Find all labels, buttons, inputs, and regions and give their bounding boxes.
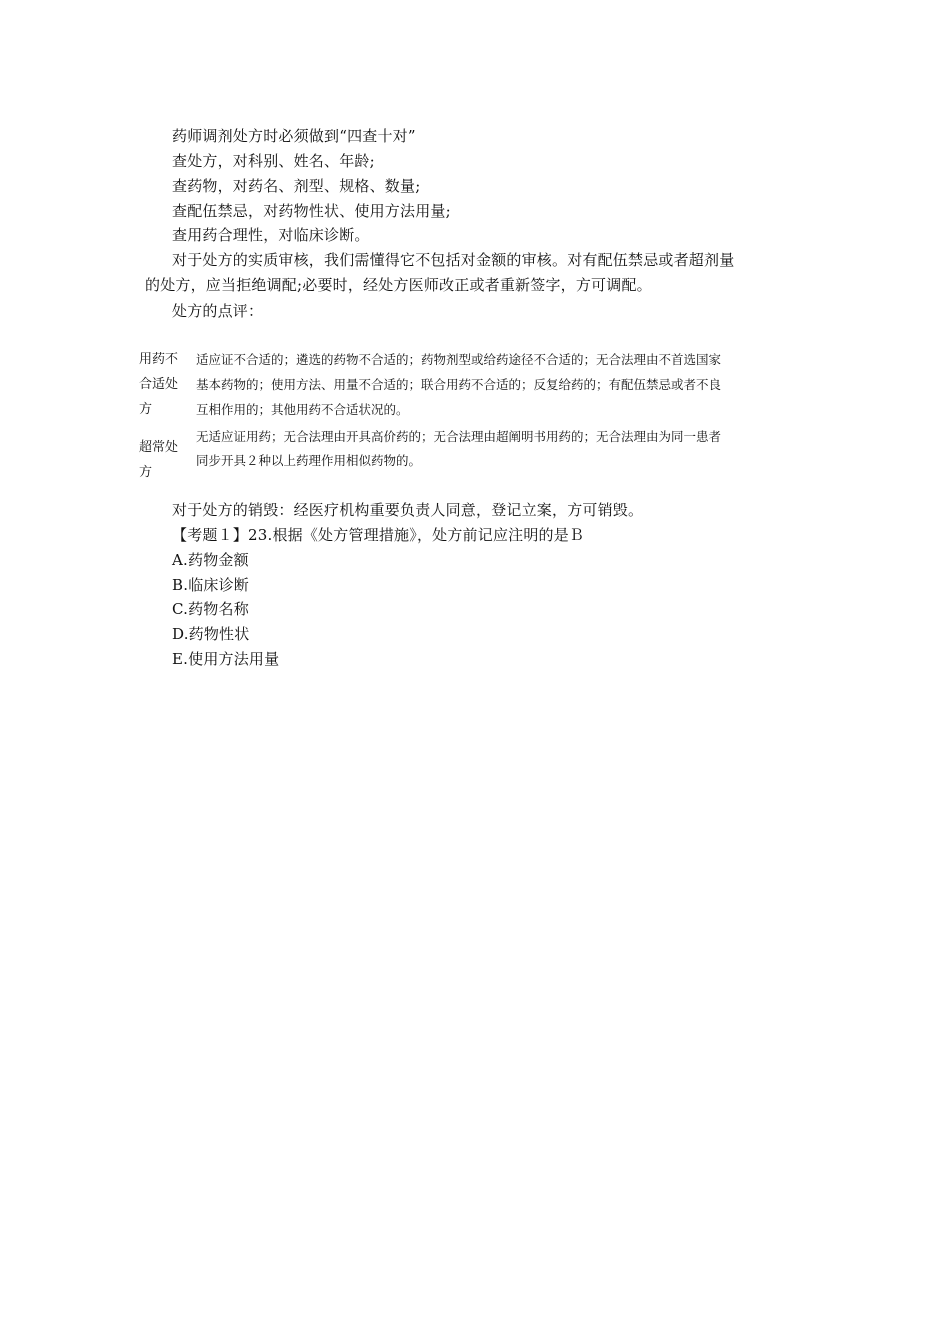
table-row-head: 合适处: [139, 377, 179, 392]
question-option: E.使用方法用量: [172, 650, 280, 668]
table-row-body: 同步开具２种以上药理作用相似药物的。: [196, 453, 422, 468]
intro-item: 查用药合理性，对临床诊断。: [172, 226, 370, 244]
table-row-head: 用药不: [139, 352, 179, 367]
review-paragraph-line: 的处方，应当拒绝调配;必要时，经处方医师改正或者重新签字，方可调配。: [145, 276, 652, 294]
question-option: D.药物性状: [172, 625, 250, 643]
table-row-head: 方: [139, 465, 153, 480]
intro-item: 查药物，对药名、剂型、规格、数量;: [172, 177, 421, 195]
question-option: C.药物名称: [172, 600, 249, 618]
destroy-paragraph: 对于处方的销毁：经医疗机构重要负责人同意，登记立案，方可销毁。: [172, 501, 644, 519]
table-row-body: 基本药物的；使用方法、用量不合适的；联合用药不合适的；反复给药的；有配伍禁忌或者不良: [196, 377, 722, 392]
question-option: B.临床诊断: [172, 576, 249, 594]
comment-heading: 处方的点评：: [172, 302, 264, 320]
intro-item: 查配伍禁忌，对药物性状、使用方法用量;: [172, 202, 451, 220]
question-stem: 【考题１】23.根据《处方管理措施》，处方前记应注明的是Ｂ: [172, 526, 585, 544]
table-row-body: 互相作用的；其他用药不合适状况的。: [196, 402, 409, 417]
table-row-head: 超常处: [139, 440, 179, 455]
table-row-body: 适应证不合适的；遴选的药物不合适的；药物剂型或给药途径不合适的；无合法理由不首选国家: [196, 352, 722, 367]
review-paragraph-line: 对于处方的实质审核，我们需懂得它不包括对金额的审核。对有配伍禁忌或者超剂量: [172, 251, 735, 269]
table-row-head: 方: [139, 402, 153, 417]
question-option: A.药物金额: [172, 551, 249, 569]
intro-item: 查处方，对科别、姓名、年龄;: [172, 152, 375, 170]
table-row-body: 无适应证用药；无合法理由开具高价药的；无合法理由超阐明书用药的；无合法理由为同一患者: [196, 429, 722, 444]
intro-title: 药师调剂处方时必须做到“四查十对”: [172, 127, 416, 145]
